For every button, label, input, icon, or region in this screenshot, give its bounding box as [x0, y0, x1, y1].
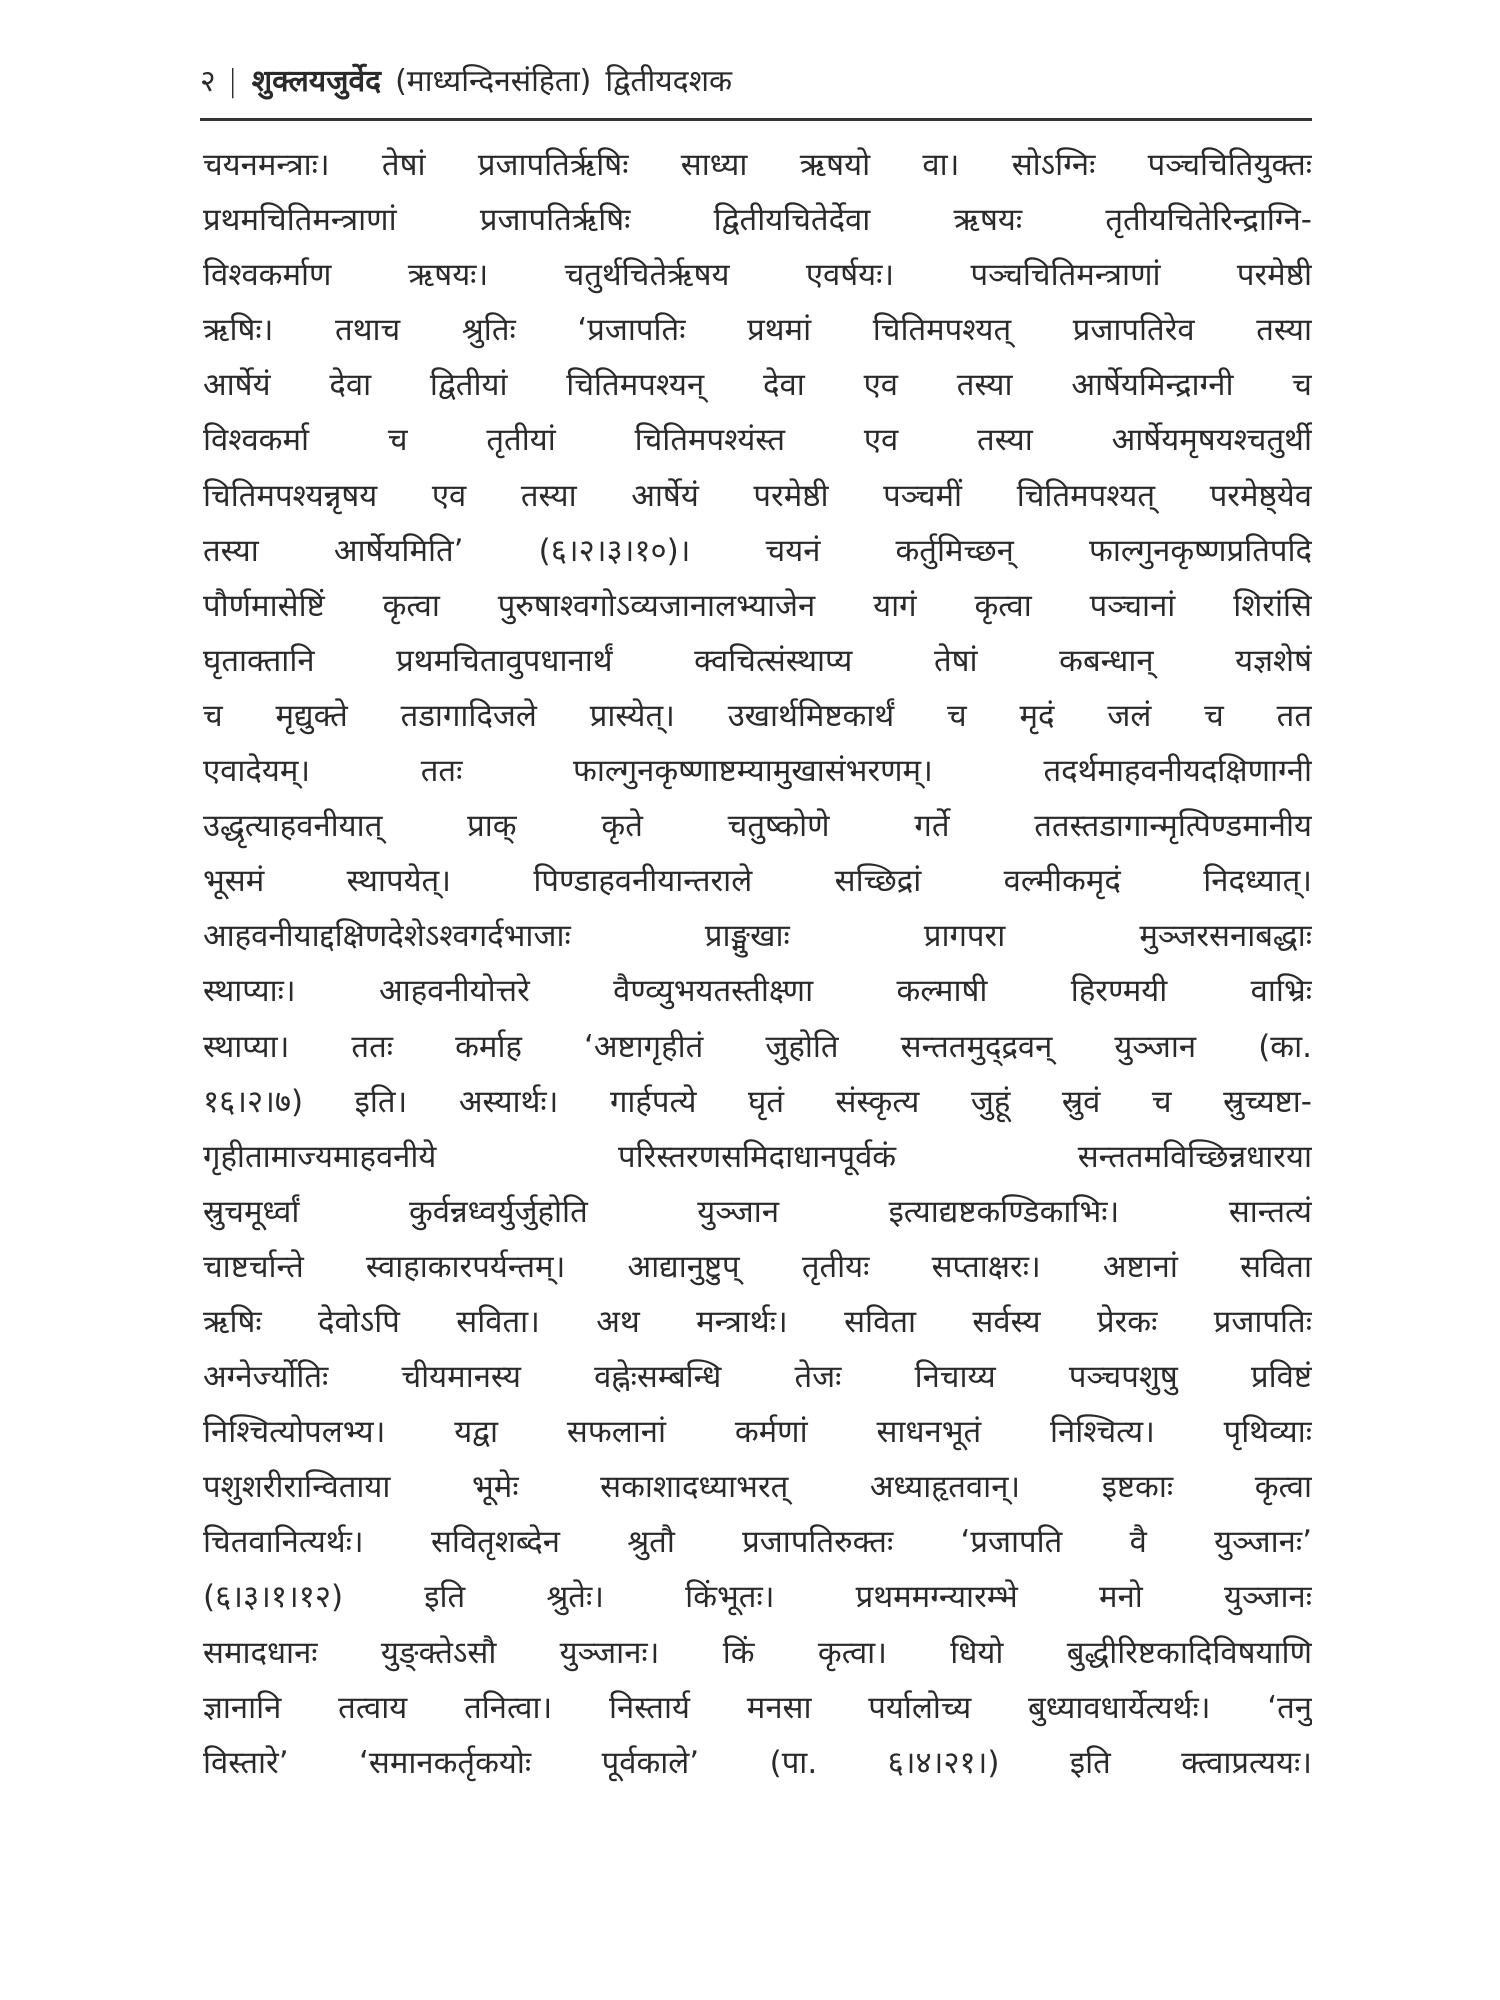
- text-line: तस्या आर्षेयमिति’ (६।२।३।१०)। चयनं कर्तुमिच्छन् फाल्गुनकृष्णप्रतिपदि: [203, 532, 1312, 569]
- text-line: स्रुचमूर्ध्वां कुर्वन्नध्वर्युर्जुहोति युञ्जान इत्याद्यष्टकण्डिकाभिः। सान्तत्यं: [203, 1193, 1312, 1230]
- text-line: च मृद्युक्ते तडागादिजले प्रास्येत्। उखार्थमिष्टकार्थं च मृदं जलं च तत: [203, 697, 1312, 734]
- text-line: निश्चित्योपलभ्य। यद्वा सफलानां कर्मणां साधनभूतं निश्चित्य। पृथिव्याः: [203, 1414, 1312, 1451]
- text-line: ऋषिः। तथाच श्रुतिः ‘प्रजापतिः प्रथमां चितिमपश्यत् प्रजापतिरेव तस्या: [203, 312, 1312, 349]
- text-line: चयनमन्त्राः। तेषां प्रजापतिर्ऋषिः साध्या ऋषयो वा। सोऽग्निः पञ्चचितियुक्तः: [203, 147, 1312, 183]
- text-line: आर्षेयं देवा द्वितीयां चितिमपश्यन् देवा एव तस्या आर्षेयमिन्द्राग्नी च: [203, 367, 1312, 404]
- text-line: १६।२।७) इति। अस्यार्थः। गार्हपत्ये घृतं संस्कृत्य जुहूं स्रुवं च स्रुच्यष्टा-: [203, 1083, 1312, 1120]
- text-line: चाष्टर्चान्ते स्वाहाकारपर्यन्तम्। आद्यानुष्टुप् तृतीयः सप्ताक्षरः। अष्टानां सविता: [203, 1248, 1312, 1285]
- header-separator: |: [227, 64, 238, 99]
- book-title: शुक्लयजुर्वेद: [251, 64, 382, 99]
- section-name: द्वितीयदशक: [605, 64, 733, 99]
- page-number: २: [200, 64, 216, 99]
- text-line: पशुशरीरान्विताया भूमेः सकाशादध्याभरत् अध्याहृतवान्। इष्टकाः कृत्वा: [203, 1469, 1312, 1506]
- text-line: भूसमं स्थापयेत्। पिण्डाहवनीयान्तराले सच्छिद्रां वल्मीकमृदं निदध्यात्।: [203, 863, 1312, 900]
- text-line: चितिमपश्यन्नृषय एव तस्या आर्षेयं परमेष्ठी पञ्चमीं चितिमपश्यत् परमेष्ठ्येव: [203, 477, 1312, 514]
- text-line: अग्नेर्ज्योतिः चीयमानस्य वह्नेःसम्बन्धि तेजः निचाय्य पञ्चपशुषु प्रविष्टं: [203, 1359, 1312, 1396]
- text-line: घृताक्तानि प्रथमचितावुपधानार्थं क्वचित्संस्थाप्य तेषां कबन्धान् यज्ञशेषं: [203, 642, 1312, 679]
- text-line: चितवानित्यर्थः। सवितृशब्देन श्रुतौ प्रजापतिरुक्तः ‘प्रजापति वै युञ्जानः’: [203, 1524, 1312, 1561]
- text-line: विश्वकर्माण ऋषयः। चतुर्थचितेर्ऋषय एवर्षयः। पञ्चचितिमन्त्राणां परमेष्ठी: [203, 257, 1312, 294]
- header-rule: [200, 118, 1312, 121]
- book-subtitle: (माध्यन्दिनसंहिता): [395, 64, 592, 99]
- text-line: समादधानः युङ्क्तेऽसौ युञ्जानः। किं कृत्वा। धियो बुद्धीरिष्टकादिविषयाणि: [203, 1634, 1312, 1671]
- text-line: विश्वकर्मा च तृतीयां चितिमपश्यंस्त एव तस्या आर्षेयमृषयश्चतुर्थी: [203, 422, 1312, 459]
- text-line: पौर्णमासेष्टिं कृत्वा पुरुषाश्वगोऽव्यजानालभ्याजेन यागं कृत्वा पञ्चानां शिरांसि: [203, 587, 1312, 624]
- text-line: उद्धृत्याहवनीयात् प्राक् कृते चतुष्कोणे गर्ते ततस्तडागान्मृत्पिण्डमानीय: [203, 808, 1312, 845]
- page-header: [200, 52, 1312, 112]
- text-line: एवादेयम्। ततः फाल्गुनकृष्णाष्टम्यामुखासंभरणम्। तदर्थमाहवनीयदक्षिणाग्नी: [203, 753, 1312, 790]
- body-text: [203, 138, 1312, 1791]
- text-line: (६।३।१।१२) इति श्रुतेः। किंभूतः। प्रथममग्न्यारम्भे मनो युञ्जानः: [203, 1579, 1312, 1616]
- text-line: स्थाप्या। ततः कर्माह ‘अष्टागृहीतं जुहोति सन्ततमुद्द्रवन् युञ्जान (का.: [203, 1028, 1312, 1065]
- text-line: प्रथमचितिमन्त्राणां प्रजापतिर्ऋषिः द्वितीयचितेर्देवा ऋषयः तृतीयचितेरिन्द्राग्नि-: [203, 202, 1312, 239]
- text-line: गृहीतामाज्यमाहवनीये परिस्तरणसमिदाधानपूर्वकं सन्ततमविच्छिन्नधारया: [203, 1138, 1312, 1175]
- text-line: विस्तारे’ ‘समानकर्तृकयोः पूर्वकाले’ (पा. ६।४।२१।) इति क्त्वाप्रत्ययः।: [203, 1744, 1312, 1781]
- text-line: स्थाप्याः। आहवनीयोत्तरे वैण्व्युभयतस्तीक्ष्णा कल्माषी हिरण्मयी वाभ्रिः: [203, 973, 1312, 1010]
- text-line: आहवनीयाद्दक्षिणदेशेऽश्वगर्दभाजाः प्राङ्मुखाः प्रागपरा मुञ्जरसनाबद्धाः: [203, 918, 1312, 955]
- text-line: ऋषिः देवोऽपि सविता। अथ मन्त्रार्थः। सविता सर्वस्य प्रेरकः प्रजापतिः: [203, 1303, 1312, 1340]
- text-line: ज्ञानानि तत्वाय तनित्वा। निस्तार्य मनसा पर्यालोच्य बुध्यावधार्येत्यर्थः। ‘तनु: [203, 1689, 1312, 1726]
